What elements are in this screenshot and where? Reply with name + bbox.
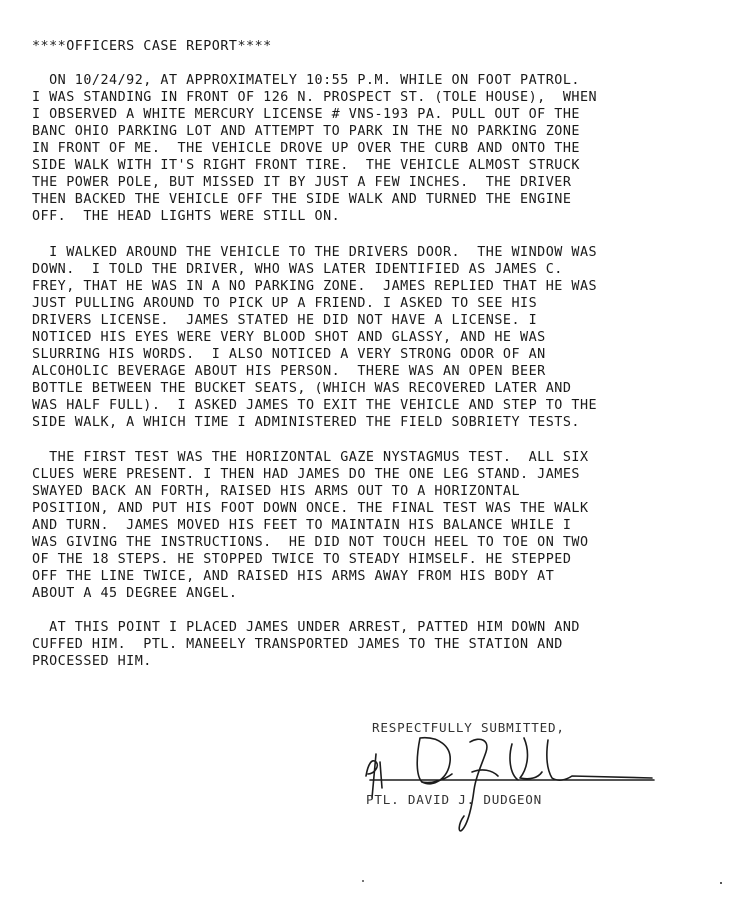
- signature-stroke: [380, 762, 382, 788]
- signature-stroke: [547, 740, 652, 780]
- signature-stroke: [417, 738, 450, 784]
- report-line: THEN BACKED THE VEHICLE OFF THE SIDE WALK AND TURNED THE ENGINE: [32, 192, 572, 207]
- report-line: I WALKED AROUND THE VEHICLE TO THE DRIVERS DOOR. THE WINDOW WAS: [32, 245, 598, 260]
- report-line: WAS GIVING THE INSTRUCTIONS. HE DID NOT TOUCH HEEL TO TOE ON TWO: [32, 535, 589, 550]
- report-line: ABOUT A 45 DEGREE ANGEL.: [32, 586, 238, 601]
- report-title: ****OFFICERS CASE REPORT****: [32, 39, 272, 54]
- signature-stroke: [510, 744, 518, 780]
- report-line: I OBSERVED A WHITE MERCURY LICENSE # VNS-193 PA. PULL OUT OF THE: [32, 107, 580, 122]
- report-line: IN FRONT OF ME. THE VEHICLE DROVE UP OVER THE CURB AND ONTO THE: [32, 141, 580, 156]
- report-line: SIDE WALK, A WHICH TIME I ADMINISTERED THE FIELD SOBRIETY TESTS.: [32, 415, 580, 430]
- officer-name: PTL. DAVID J. DUDGEON: [366, 792, 543, 807]
- report-line: THE FIRST TEST WAS THE HORIZONTAL GAZE NYSTAGMUS TEST. ALL SIX: [32, 450, 589, 465]
- report-line: SLURRING HIS WORDS. I ALSO NOTICED A VERY STRONG ODOR OF AN: [32, 347, 546, 362]
- report-line: ON 10/24/92, AT APPROXIMATELY 10:55 P.M. WHILE ON FOOT PATROL.: [32, 73, 580, 88]
- report-line: CLUES WERE PRESENT. I THEN HAD JAMES DO THE ONE LEG STAND. JAMES: [32, 467, 580, 482]
- report-line: JUST PULLING AROUND TO PICK UP A FRIEND. I ASKED TO SEE HIS: [32, 296, 538, 311]
- report-line: I WAS STANDING IN FRONT OF 126 N. PROSPECT ST. (TOLE HOUSE), WHEN: [32, 90, 598, 105]
- report-line: DOWN. I TOLD THE DRIVER, WHO WAS LATER IDENTIFIED AS JAMES C.: [32, 262, 563, 277]
- report-line: BANC OHIO PARKING LOT AND ATTEMPT TO PARK IN THE NO PARKING ZONE: [32, 124, 580, 139]
- report-line: WAS HALF FULL). I ASKED JAMES TO EXIT THE VEHICLE AND STEP TO THE: [32, 398, 598, 413]
- signature-stroke: [472, 770, 498, 776]
- report-line: SIDE WALK WITH IT'S RIGHT FRONT TIRE. THE VEHICLE ALMOST STRUCK: [32, 158, 580, 173]
- handwritten-signature: [352, 728, 672, 838]
- closing-text: RESPECTFULLY SUBMITTED,: [372, 720, 565, 735]
- report-line: AND TURN. JAMES MOVED HIS FEET TO MAINTAIN HIS BALANCE WHILE I: [32, 518, 572, 533]
- scan-speck: [720, 882, 722, 884]
- report-line: OFF THE LINE TWICE, AND RAISED HIS ARMS AWAY FROM HIS BODY AT: [32, 569, 555, 584]
- report-line: FREY, THAT HE WAS IN A NO PARKING ZONE. JAMES REPLIED THAT HE WAS: [32, 279, 598, 294]
- signature-stroke: [422, 774, 452, 783]
- report-line: DRIVERS LICENSE. JAMES STATED HE DID NOT HAVE A LICENSE. I: [32, 313, 538, 328]
- report-line: POSITION, AND PUT HIS FOOT DOWN ONCE. THE FINAL TEST WAS THE WALK: [32, 501, 589, 516]
- report-line: OF THE 18 STEPS. HE STOPPED TWICE TO STEADY HIMSELF. HE STEPPED: [32, 552, 572, 567]
- report-line: OFF. THE HEAD LIGHTS WERE STILL ON.: [32, 209, 341, 224]
- signature-stroke: [459, 739, 487, 831]
- scan-speck: [362, 880, 364, 882]
- report-line: BOTTLE BETWEEN THE BUCKET SEATS, (WHICH WAS RECOVERED LATER AND: [32, 381, 572, 396]
- report-line: NOTICED HIS EYES WERE VERY BLOOD SHOT AND GLASSY, AND HE WAS: [32, 330, 546, 345]
- report-line: SWAYED BACK AN FORTH, RAISED HIS ARMS OUT TO A HORIZONTAL: [32, 484, 521, 499]
- report-line: CUFFED HIM. PTL. MANEELY TRANSPORTED JAMES TO THE STATION AND: [32, 637, 563, 652]
- report-line: PROCESSED HIM.: [32, 654, 152, 669]
- report-line: ALCOHOLIC BEVERAGE ABOUT HIS PERSON. THERE WAS AN OPEN BEER: [32, 364, 546, 379]
- report-line: THE POWER POLE, BUT MISSED IT BY JUST A FEW INCHES. THE DRIVER: [32, 175, 572, 190]
- report-line: AT THIS POINT I PLACED JAMES UNDER ARREST, PATTED HIM DOWN AND: [32, 620, 580, 635]
- signature-stroke: [520, 738, 542, 779]
